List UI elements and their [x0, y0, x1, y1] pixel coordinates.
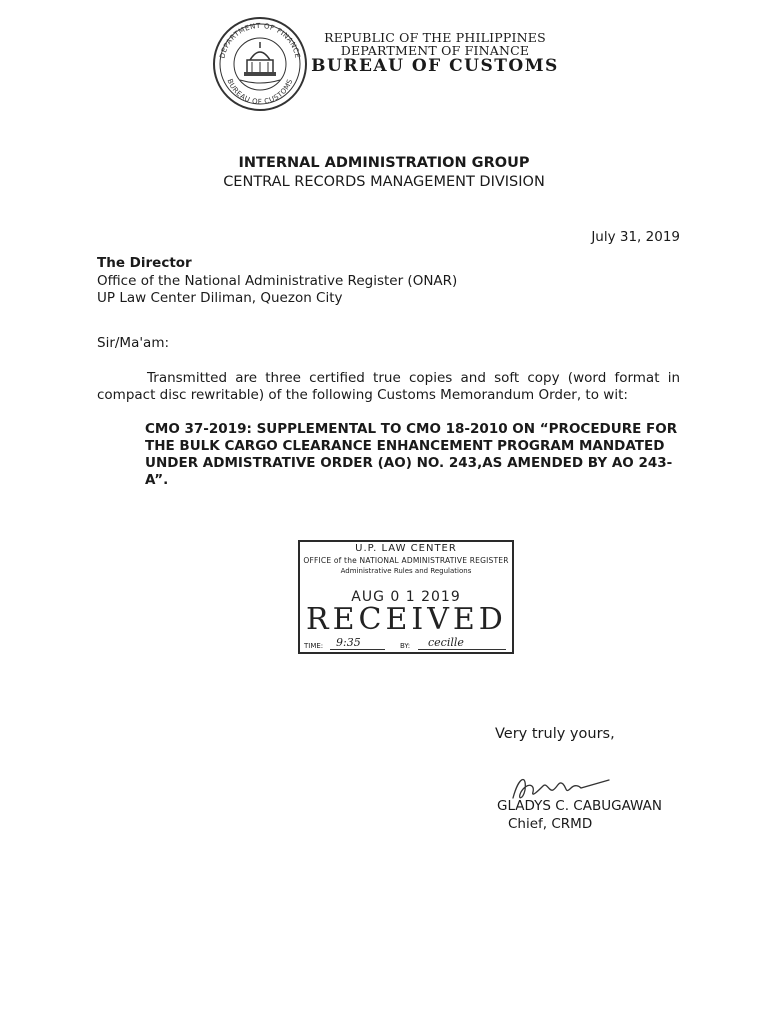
stamp-by-underline [418, 649, 506, 650]
salutation: Sir/Ma'am: [97, 335, 170, 351]
stamp-time-underline [330, 649, 385, 650]
memorandum-subject: CMO 37-2019: SUPPLEMENTAL TO CMO 18-2010 ON “PROCEDURE FOR THE BULK CARGO CLEARANCE ENHANCEMENT PROGRAM MANDATED UNDER ADMISTRATIVE ORDER (AO) NO. 243,AS AMENDED BY AO 243- A”. [145, 421, 678, 488]
stamp-office-name: U.P. LAW CENTER [355, 543, 457, 554]
stamp-by-label: BY: [400, 642, 411, 650]
signatory-name: GLADYS C. CABUGAWAN [497, 798, 663, 814]
bureau-of-customs-seal-icon [210, 14, 310, 114]
stamp-date: AUG 0 1 2019 [351, 589, 461, 605]
recipient-title: The Director [97, 255, 192, 271]
division-heading: CENTRAL RECORDS MANAGEMENT DIVISION [223, 174, 545, 190]
body-paragraph: Transmitted are three certified true copies and soft copy (word format in compact disc rewritable) of the following Customs Memorandum Order, to wit: [97, 370, 680, 403]
received-stamp [298, 540, 514, 654]
recipient-office: Office of the National Administrative Register (ONAR) [97, 273, 458, 289]
svg-text:BUREAU OF CUSTOMS: BUREAU OF CUSTOMS [225, 77, 295, 107]
letterhead-republic: REPUBLIC OF THE PHILIPPINES [324, 30, 546, 45]
closing: Very truly yours, [495, 726, 615, 742]
recipient-location: UP Law Center Diliman, Quezon City [97, 290, 343, 306]
group-heading: INTERNAL ADMINISTRATION GROUP [238, 155, 530, 171]
letterhead-bureau: BUREAU OF CUSTOMS [311, 56, 559, 76]
signatory-title: Chief, CRMD [508, 816, 593, 832]
stamp-time-value: 9:35 [336, 636, 361, 649]
letter-date: July 31, 2019 [591, 229, 680, 245]
stamp-received-word: RECEIVED [306, 602, 507, 637]
stamp-time-label: TIME: [304, 642, 324, 650]
stamp-by-value: cecille [428, 636, 464, 649]
stamp-office-caption: Administrative Rules and Regulations [340, 567, 472, 575]
letterhead-department: DEPARTMENT OF FINANCE [340, 43, 530, 58]
stamp-office-subtitle: OFFICE of the NATIONAL ADMINISTRATIVE REGISTER [303, 556, 509, 565]
svg-text:DEPARTMENT OF FINANCE: DEPARTMENT OF FINANCE [218, 21, 302, 60]
